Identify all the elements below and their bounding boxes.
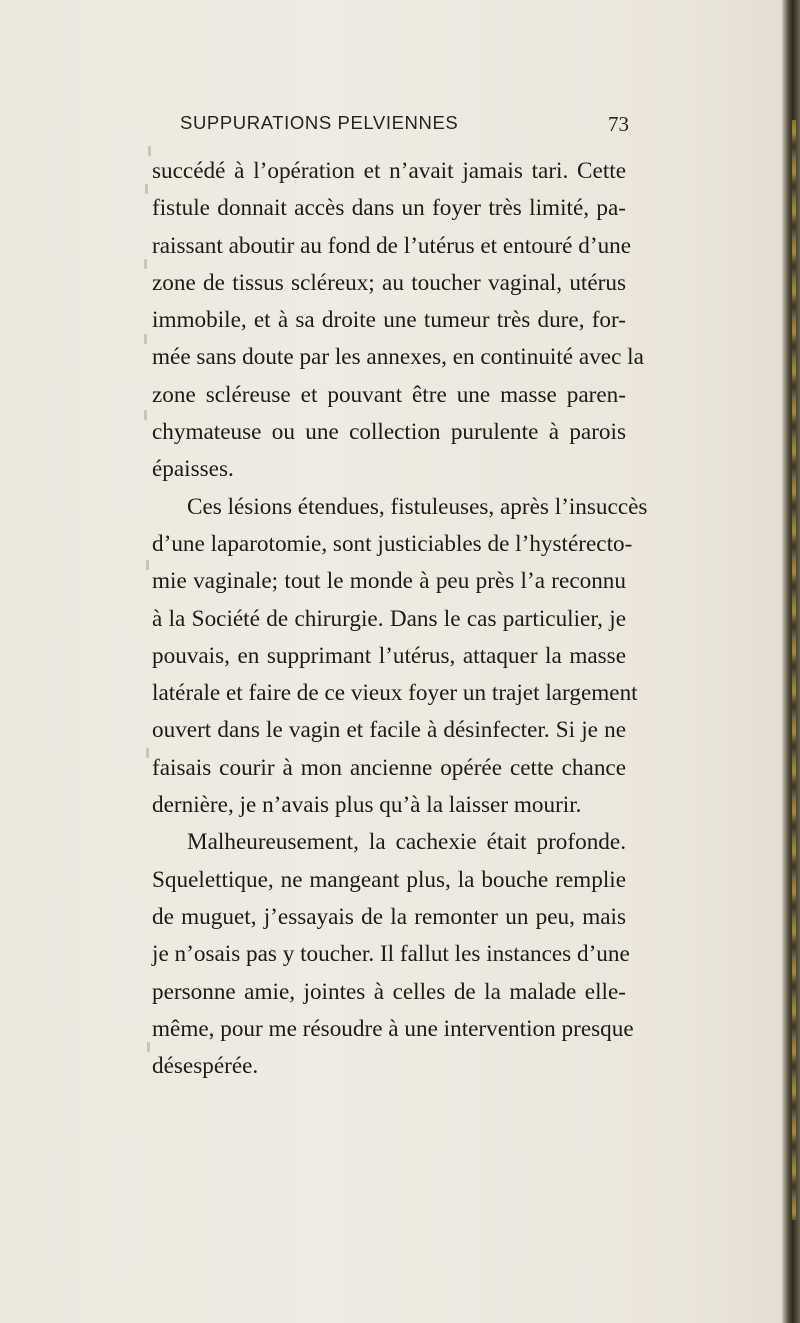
margin-mark bbox=[144, 334, 147, 344]
text-line: mée sans doute par les annexes, en continuité avec la bbox=[152, 344, 644, 371]
paragraph bbox=[152, 153, 644, 489]
margin-mark bbox=[146, 560, 149, 570]
text-line: personne amie, jointes à celles de la malade elle- bbox=[152, 978, 626, 1005]
margin-mark bbox=[144, 259, 147, 269]
margin-mark bbox=[145, 184, 148, 194]
text-line: fistule donnait accès dans un foyer très limité, pa- bbox=[152, 195, 626, 222]
book-spine-edge bbox=[782, 0, 800, 1323]
paragraph bbox=[152, 824, 634, 1085]
text-line: épaisses. bbox=[152, 456, 234, 483]
text-line: même, pour me résoudre à une intervention presque bbox=[152, 1015, 634, 1042]
text-line: immobile, et à sa droite une tumeur très dure, for- bbox=[152, 307, 626, 334]
text-line: désespérée. bbox=[152, 1053, 259, 1080]
margin-mark bbox=[146, 748, 149, 758]
text-line: Ces lésions étendues, fistuleuses, après l’insuccès bbox=[187, 493, 648, 520]
body-text bbox=[152, 153, 648, 1085]
text-line: raissant aboutir au fond de l’utérus et entouré d’une bbox=[152, 232, 632, 259]
margin-mark bbox=[144, 410, 147, 420]
margin-mark bbox=[148, 146, 151, 156]
running-title: SUPPURATIONS PELVIENNES bbox=[180, 112, 459, 133]
text-line: mie vaginale; tout le monde à peu près l’a reconnu bbox=[152, 568, 626, 595]
text-line: succédé à l’opération et n’avait jamais tari. Cette bbox=[152, 158, 626, 184]
text-line: dernière, je n’avais plus qu’à la laisser mourir. bbox=[152, 792, 582, 819]
text-line: chymateuse ou une collection purulente à parois bbox=[152, 419, 626, 446]
text-line: faisais courir à mon ancienne opérée cette chance bbox=[152, 754, 626, 781]
text-line: pouvais, en supprimant l’utérus, attaquer la masse bbox=[152, 642, 626, 669]
paragraph bbox=[152, 489, 648, 825]
text-line: de muguet, j’essayais de la remonter un peu, mais bbox=[152, 903, 626, 930]
text-line: latérale et faire de ce vieux foyer un trajet largement bbox=[152, 680, 638, 707]
text-line: je n’osais pas y toucher. Il fallut les instances d’une bbox=[152, 941, 630, 968]
gilt-edge bbox=[792, 120, 796, 1220]
text-line: zone scléreuse et pouvant être une masse paren- bbox=[152, 381, 626, 408]
margin-mark bbox=[147, 1042, 150, 1052]
page-header bbox=[180, 112, 629, 142]
text-line: zone de tissus scléreux; au toucher vaginal, utérus bbox=[152, 269, 626, 296]
text-line: Malheureusement, la cachexie était profonde. bbox=[187, 829, 626, 856]
page-number: 73 bbox=[608, 112, 629, 136]
text-line: ouvert dans le vagin et facile à désinfecter. Si je ne bbox=[152, 717, 626, 744]
text-line: à la Société de chirurgie. Dans le cas particulier, je bbox=[152, 605, 626, 632]
text-line: d’une laparotomie, sont justiciables de l’hystérecto- bbox=[152, 530, 633, 557]
text-line: Squelettique, ne mangeant plus, la bouche remplie bbox=[152, 866, 626, 893]
